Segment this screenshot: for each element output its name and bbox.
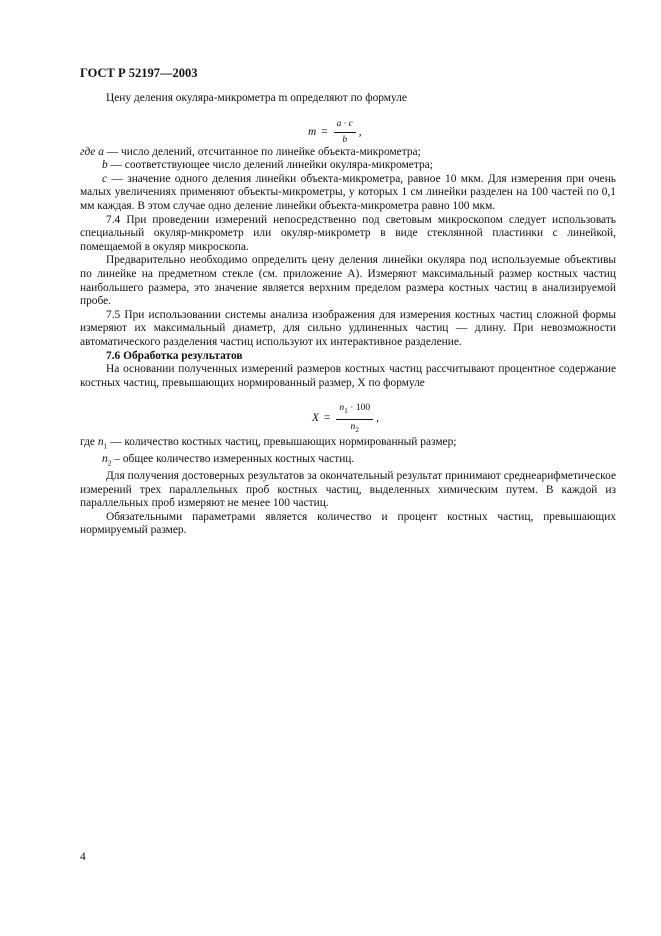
- formula-m-eq: =: [321, 125, 328, 138]
- paragraph-7-6: На основании полученных измерений размеров костных частиц рассчитывают процентное содержание костных частиц, превышающих нормированный размер, X по формуле: [80, 363, 616, 389]
- formula-m-denominator: b: [342, 135, 348, 146]
- where-n2: $n_2$ – общее количество измеренных костных частиц.: [102, 453, 355, 468]
- paragraph-required-params: Обязательными параметрами является количество и процент костных частиц, превышающих нормируемый размер.: [80, 510, 616, 537]
- formula-x-numerator: $n_1 \cdot 100$: [336, 402, 373, 419]
- formula-m-lhs: m: [308, 125, 317, 138]
- standard-header: ГОСТ Р 52197—2003: [80, 66, 198, 80]
- where-b: b — соответствующее число делений линейки окуляра-микрометра;: [102, 159, 433, 172]
- formula-x-comma: ,: [376, 412, 379, 425]
- formula-x-lhs: X: [312, 412, 319, 425]
- intro-paragraph: Цену деления окуляра-микрометра m определяют по формуле: [106, 92, 407, 104]
- where-a: где a — число делений, отсчитанное по линейке объекта-микрометра;: [80, 145, 421, 158]
- section-7-6-title: 7.6 Обработка результатов: [106, 349, 243, 362]
- where-n1: где $n_1$ — количество костных частиц, превышающих нормированный размер;: [80, 436, 457, 451]
- formula-m: [80, 106, 616, 146]
- formula-m-numerator: a · c: [334, 118, 356, 134]
- formula-x-denominator: $n_2$: [350, 421, 359, 434]
- paragraph-7-5: 7.5 При использовании системы анализа изображения для измерения костных частиц сложной формы измеряют их максимальный диаметр, для сильно удлиненных частиц — длину. При невозможности автоматического разделения частиц используют их интерактивное разделение.: [80, 308, 616, 348]
- formula-m-comma: ,: [358, 125, 362, 138]
- where-c: c — значение одного деления линейки объекта-микрометра, равное 10 мкм. Для измерения при очень малых увеличениях применяют объекты-микрометры, у которых 1 см линейки разделен на 100 частей по 0,1 мм каждая. В этом случае одно деление линейки объекта-микрометра равно 100 мкм.: [80, 172, 616, 212]
- paragraph-7-4: 7.4 При проведении измерений непосредственно под световым микроскопом следует использовать специальный окуляр-микрометр или окуляр-микрометр в виде стеклянной пластинки с линейкой, помещаемой в окуляр микроскопа.: [80, 213, 616, 253]
- formula-x: [80, 390, 616, 436]
- document-body: [80, 92, 616, 538]
- page-number: 4: [80, 851, 86, 863]
- paragraph-average: Для получения достоверных результатов за окончательный результат принимают среднеарифметическое измерений трех параллельных проб костных частиц, выделенных химическим путем. В каждой из параллельных проб измеряют не менее 100 частиц.: [80, 470, 616, 510]
- paragraph-calibration: Предварительно необходимо определить цену деления линейки окуляра под используемые объективы по линейке на предметном стекле (см. приложение А). Измеряют максимальный размер костных частиц наибольшего размера, это значение является верхним пределом размера костных частиц в анализируемой пробе.: [80, 254, 616, 308]
- formula-x-eq: =: [323, 412, 331, 425]
